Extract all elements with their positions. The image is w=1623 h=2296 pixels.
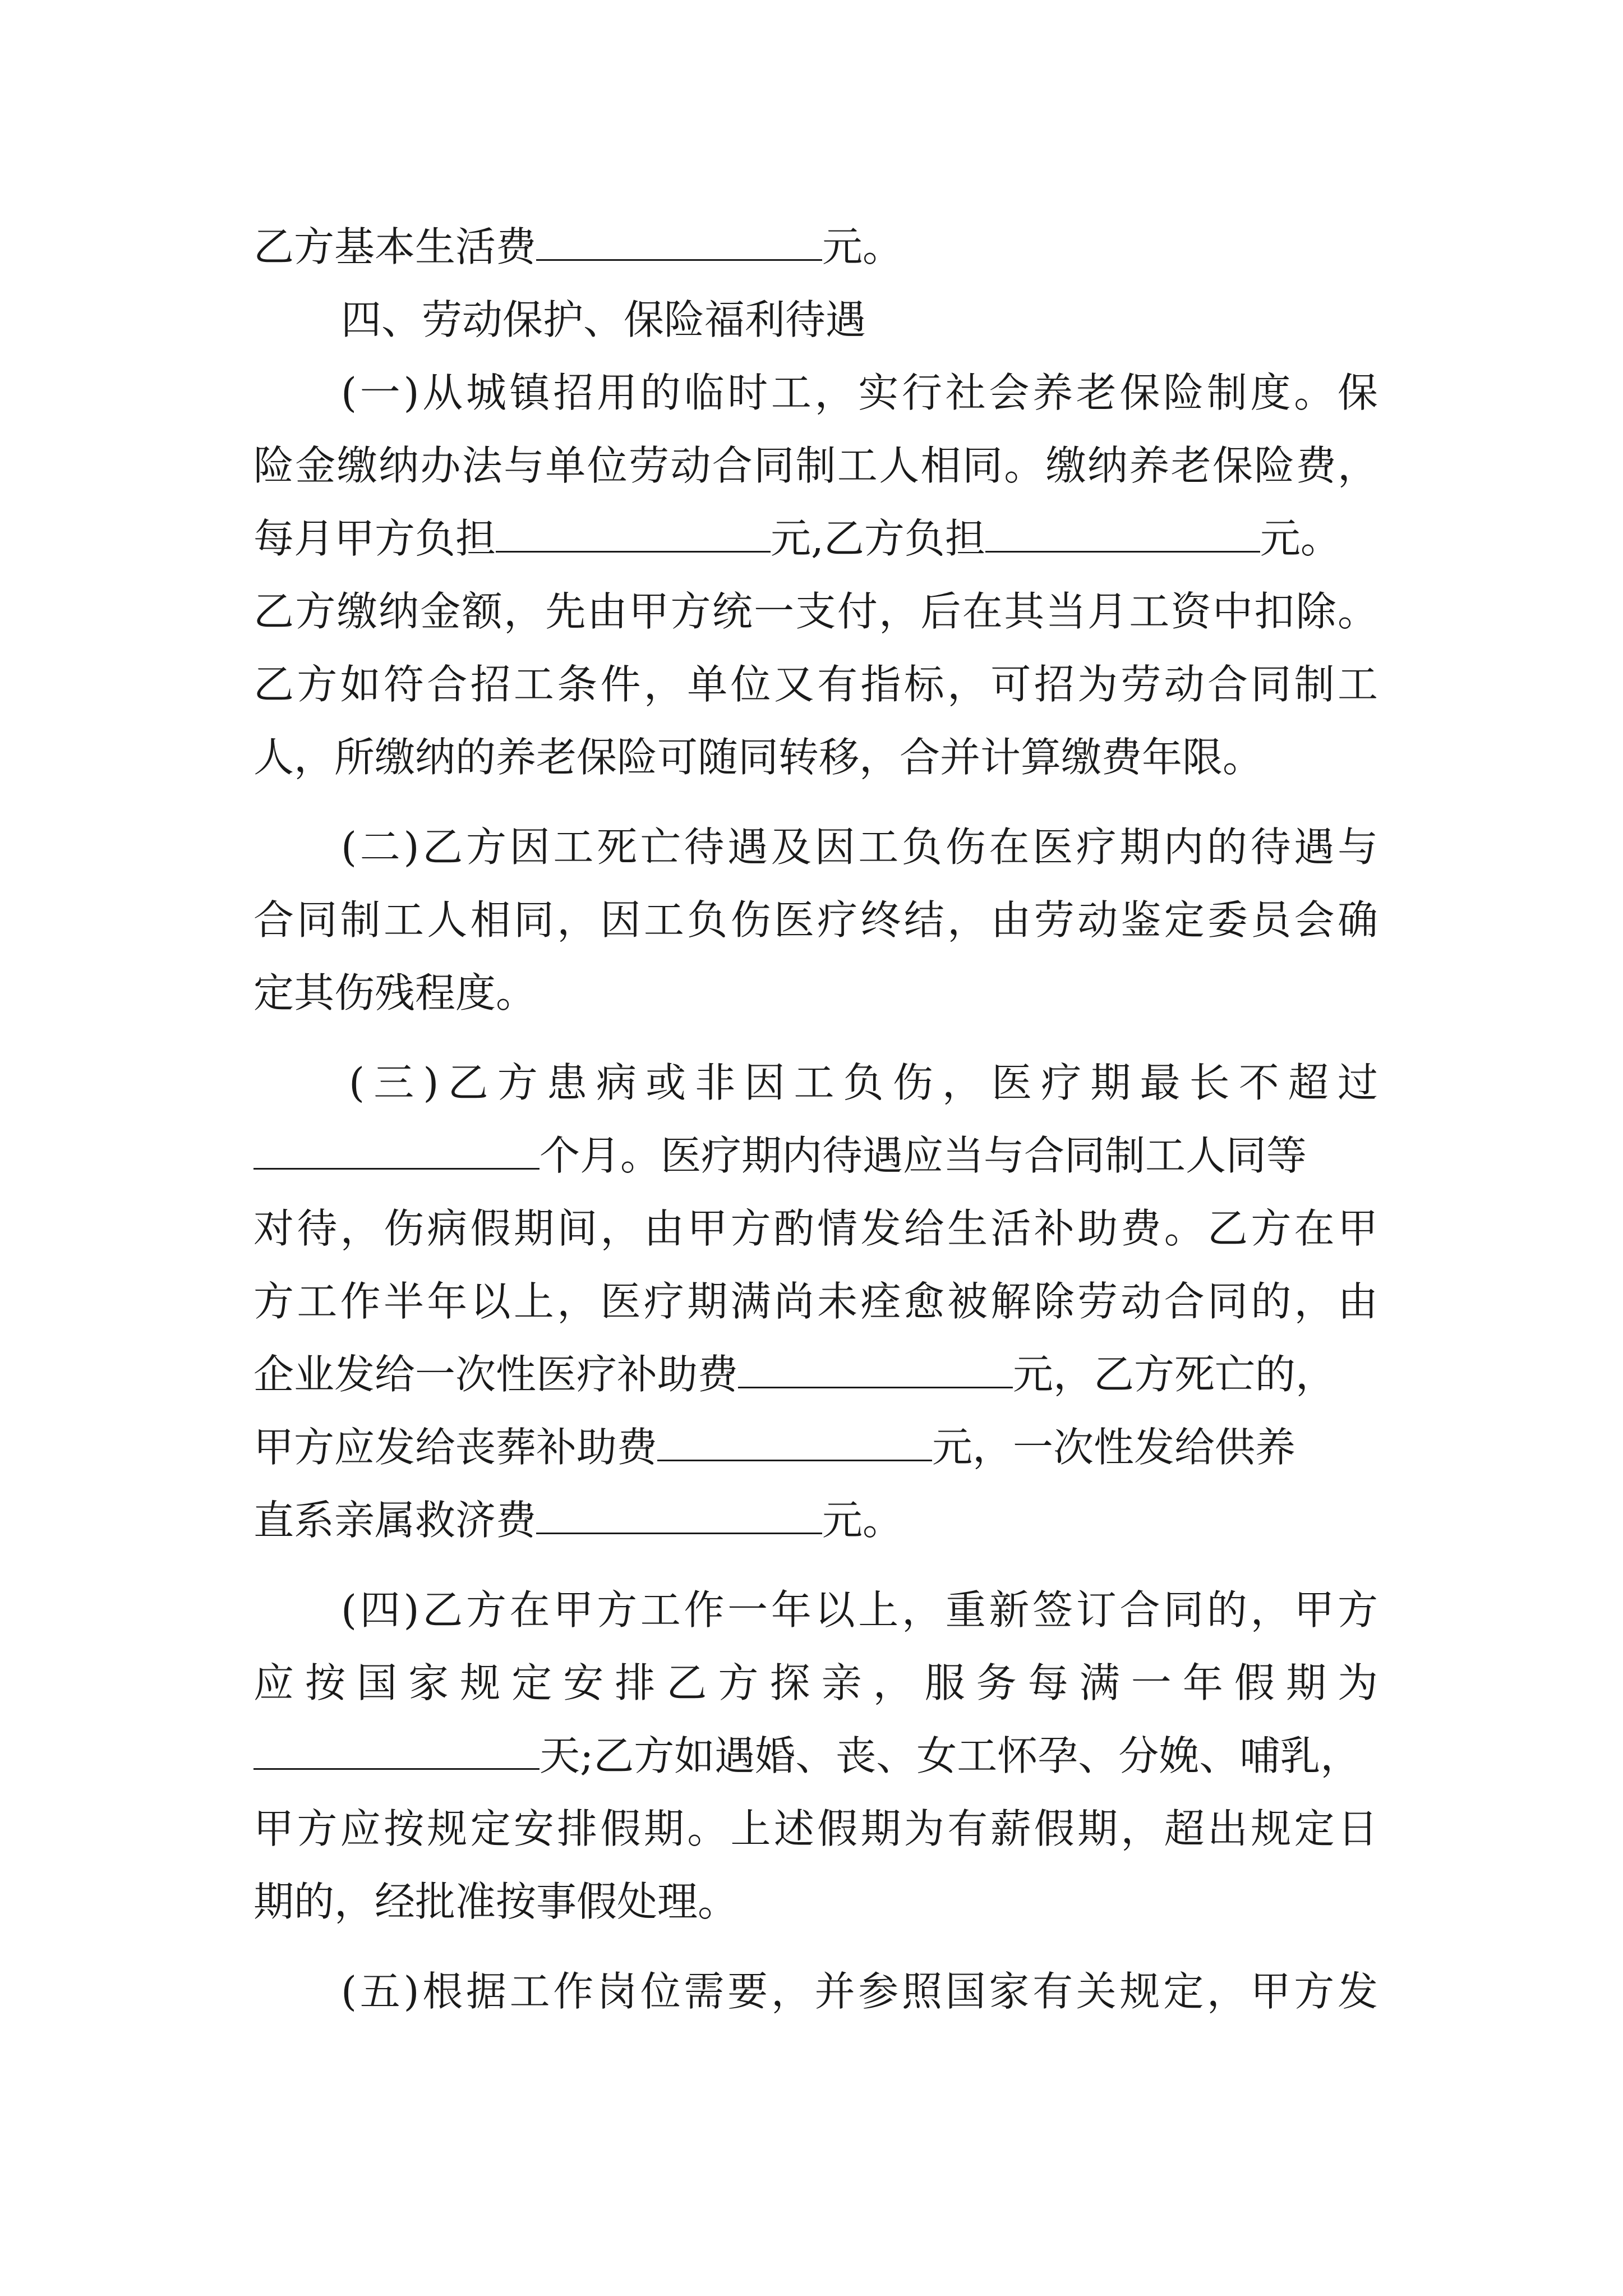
blank-field [536,1498,822,1534]
text-segment: 元。 [822,1497,903,1544]
text-line-8: 人，所缴纳的养老保险可随同转移，合并计算缴费年限。 [253,734,1264,781]
blank-field [738,1352,1013,1388]
text-segment: 元，乙方死亡的， [1013,1351,1336,1398]
text-line-17 [253,1416,1378,1478]
text-segment: 天;乙方如遇婚、丧、女工怀孕、分娩、哺乳， [540,1732,1361,1779]
text-line-20: 应按国家规定安排乙方探亲，服务每满一年假期为 [253,1659,1378,1706]
text-line-18 [253,1489,1378,1551]
text-line-4: 险金缴纳办法与单位劳动合同制工人相同。缴纳养老保险费， [253,442,1378,489]
text-line-14: 对待，伤病假期间，由甲方酌情发给生活补助费。乙方在甲 [253,1205,1378,1252]
blank-field [496,516,771,553]
text-segment: 每月甲方负担 [253,515,496,562]
text-segment: 直系亲属救济费 [253,1497,537,1544]
text-line-11: 定其伤残程度。 [253,969,537,1016]
text-line-7: 乙方如符合招工条件，单位又有指标，可招为劳动合同制工 [253,661,1378,708]
text-line-1 [253,216,1378,278]
text-line-16 [253,1343,1378,1405]
text-line-5 [253,508,1378,569]
blank-field [253,1733,540,1770]
text-line-22: 甲方应按规定安排假期。上述假期为有薪假期，超出规定日 [253,1805,1378,1852]
text-line-12: (三)乙方患病或非因工负伤，医疗期最长不超过 [349,1059,1378,1106]
text-segment: 个月。医疗期内待遇应当与合同制工人同等 [540,1132,1307,1179]
text-segment: 元。 [822,223,903,270]
blank-field [657,1425,932,1461]
text-segment: 甲方应发给丧葬补助费 [253,1424,658,1471]
text-segment: 元,乙方负担 [771,515,985,562]
text-line-3: (一)从城镇招用的临时工，实行社会养老保险制度。保 [341,369,1378,416]
text-line-19: (四)乙方在甲方工作一年以上，重新签订合同的，甲方 [341,1586,1378,1634]
text-segment: 元，一次性发给供养 [932,1424,1296,1471]
section-heading: 四、劳动保护、保险福利待遇 [341,296,866,343]
text-line-24: (五)根据工作岗位需要，并参照国家有关规定，甲方发 [341,1968,1378,2015]
blank-field [253,1133,540,1170]
text-segment: 企业发给一次性医疗补助费 [253,1351,739,1398]
text-segment: 元。 [1260,515,1341,562]
text-line-6: 乙方缴纳金额，先由甲方统一支付，后在其当月工资中扣除。 [253,588,1378,635]
text-line-23: 期的，经批准按事假处理。 [253,1878,739,1925]
blank-field [536,224,822,261]
text-line-13 [253,1125,1378,1186]
text-line-15: 方工作半年以上，医疗期满尚未痊愈被解除劳动合同的，由 [253,1278,1378,1325]
text-line-9: (二)乙方因工死亡待遇及因工负伤在医疗期内的待遇与 [341,823,1378,871]
blank-field [985,516,1260,553]
text-line-10: 合同制工人相同，因工负伤医疗终结，由劳动鉴定委员会确 [253,896,1378,944]
text-segment: 乙方基本生活费 [253,223,537,270]
text-line-21 [253,1725,1378,1787]
